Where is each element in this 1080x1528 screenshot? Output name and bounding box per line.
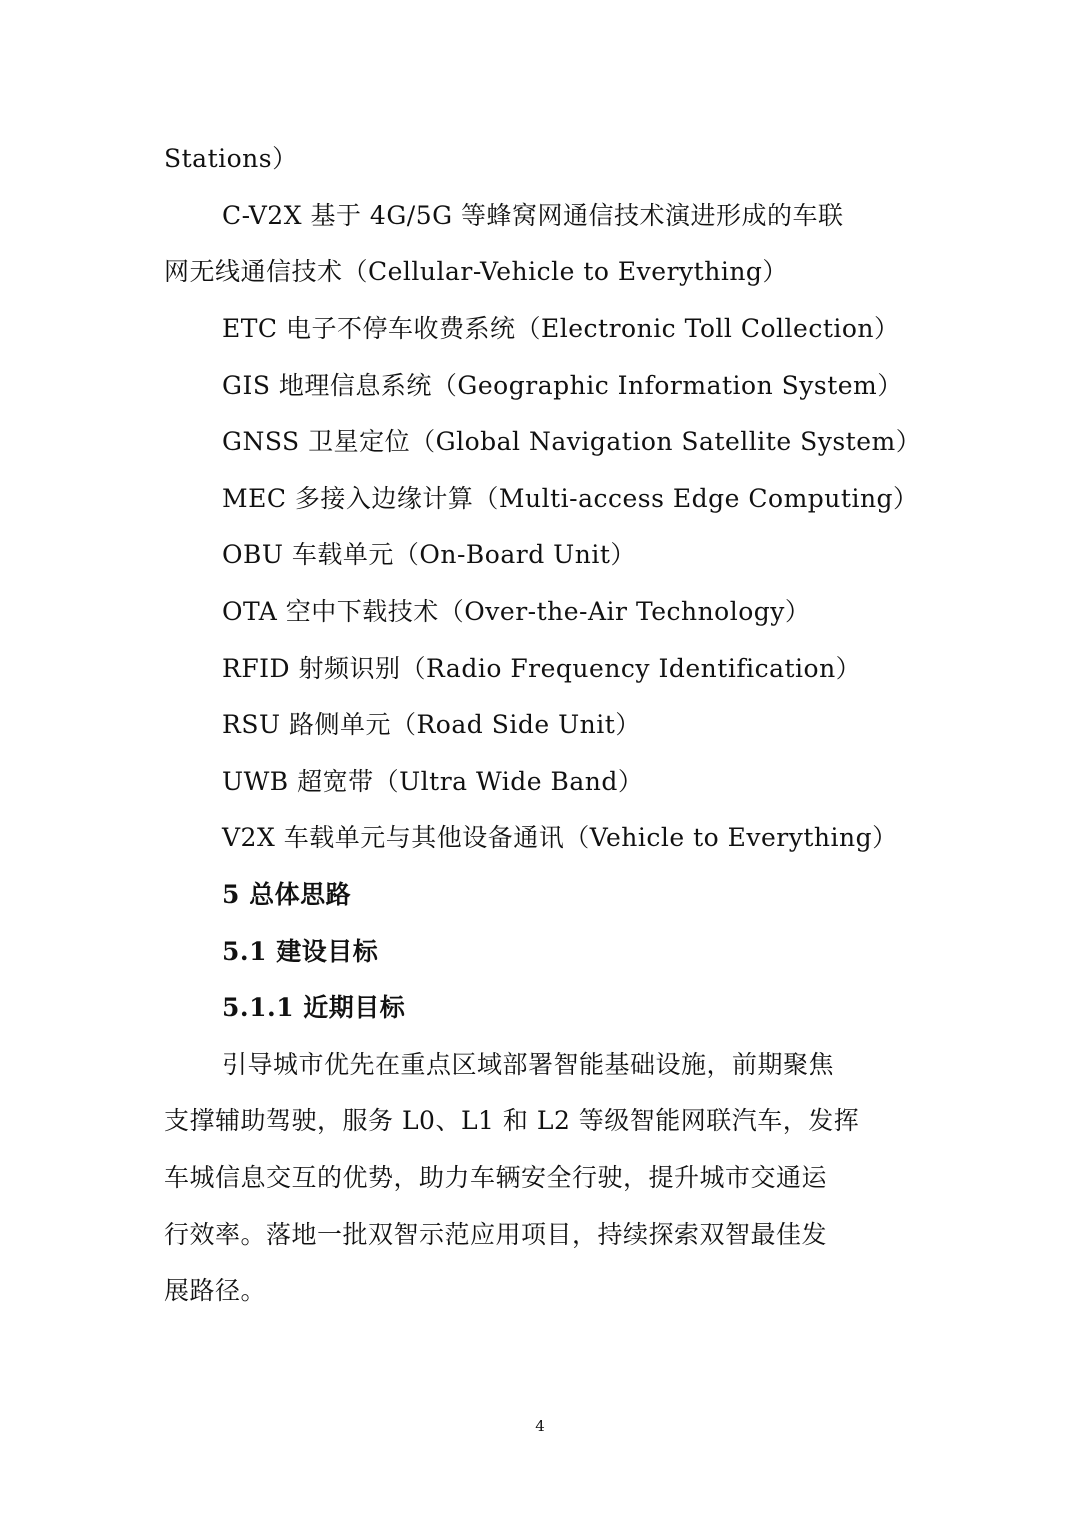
abbreviation-c-v2x-continuation: 网无线通信技术（Cellular-Vehicle to Everything） [164, 257, 788, 286]
abbreviation-ota: OTA 空中下载技术（Over-the-Air Technology） [222, 597, 811, 626]
abbreviation-uwb: UWB 超宽带（Ultra Wide Band） [222, 767, 644, 796]
abbreviation-rsu: RSU 路侧单元（Road Side Unit） [222, 710, 641, 739]
abbreviation-gis: GIS 地理信息系统（Geographic Information System） [222, 371, 903, 400]
page-number: 4 [535, 1417, 545, 1435]
abbreviation-v2x: V2X 车载单元与其他设备通讯（Vehicle to Everything） [222, 823, 898, 852]
abbreviation-continuation: Stations） [164, 144, 298, 173]
abbreviation-c-v2x: C-V2X 基于 4G/5G 等蜂窝网通信技术演进形成的车联 [222, 201, 844, 230]
abbreviation-gnss: GNSS 卫星定位（Global Navigation Satellite System） [222, 427, 922, 456]
paragraph-line: 引导城市优先在重点区域部署智能基础设施，前期聚焦 [222, 1050, 835, 1079]
section-heading-5-1: 5.1 建设目标 [222, 937, 379, 966]
paragraph-line: 行效率。落地一批双智示范应用项目，持续探索双智最佳发 [164, 1220, 828, 1249]
paragraph-line: 展路径。 [164, 1276, 267, 1305]
section-heading-5: 5 总体思路 [222, 880, 352, 909]
paragraph-line: 支撑辅助驾驶，服务 L0、L1 和 L2 等级智能网联汽车，发挥 [164, 1106, 860, 1135]
section-heading-5-1-1: 5.1.1 近期目标 [222, 993, 406, 1022]
abbreviation-obu: OBU 车载单元（On-Board Unit） [222, 540, 636, 569]
abbreviation-etc: ETC 电子不停车收费系统（Electronic Toll Collection） [222, 314, 900, 343]
paragraph-line: 车城信息交互的优势，助力车辆安全行驶，提升城市交通运 [164, 1163, 828, 1192]
abbreviation-mec: MEC 多接入边缘计算（Multi-access Edge Computing） [222, 484, 919, 513]
abbreviation-rfid: RFID 射频识别（Radio Frequency Identification） [222, 654, 862, 683]
